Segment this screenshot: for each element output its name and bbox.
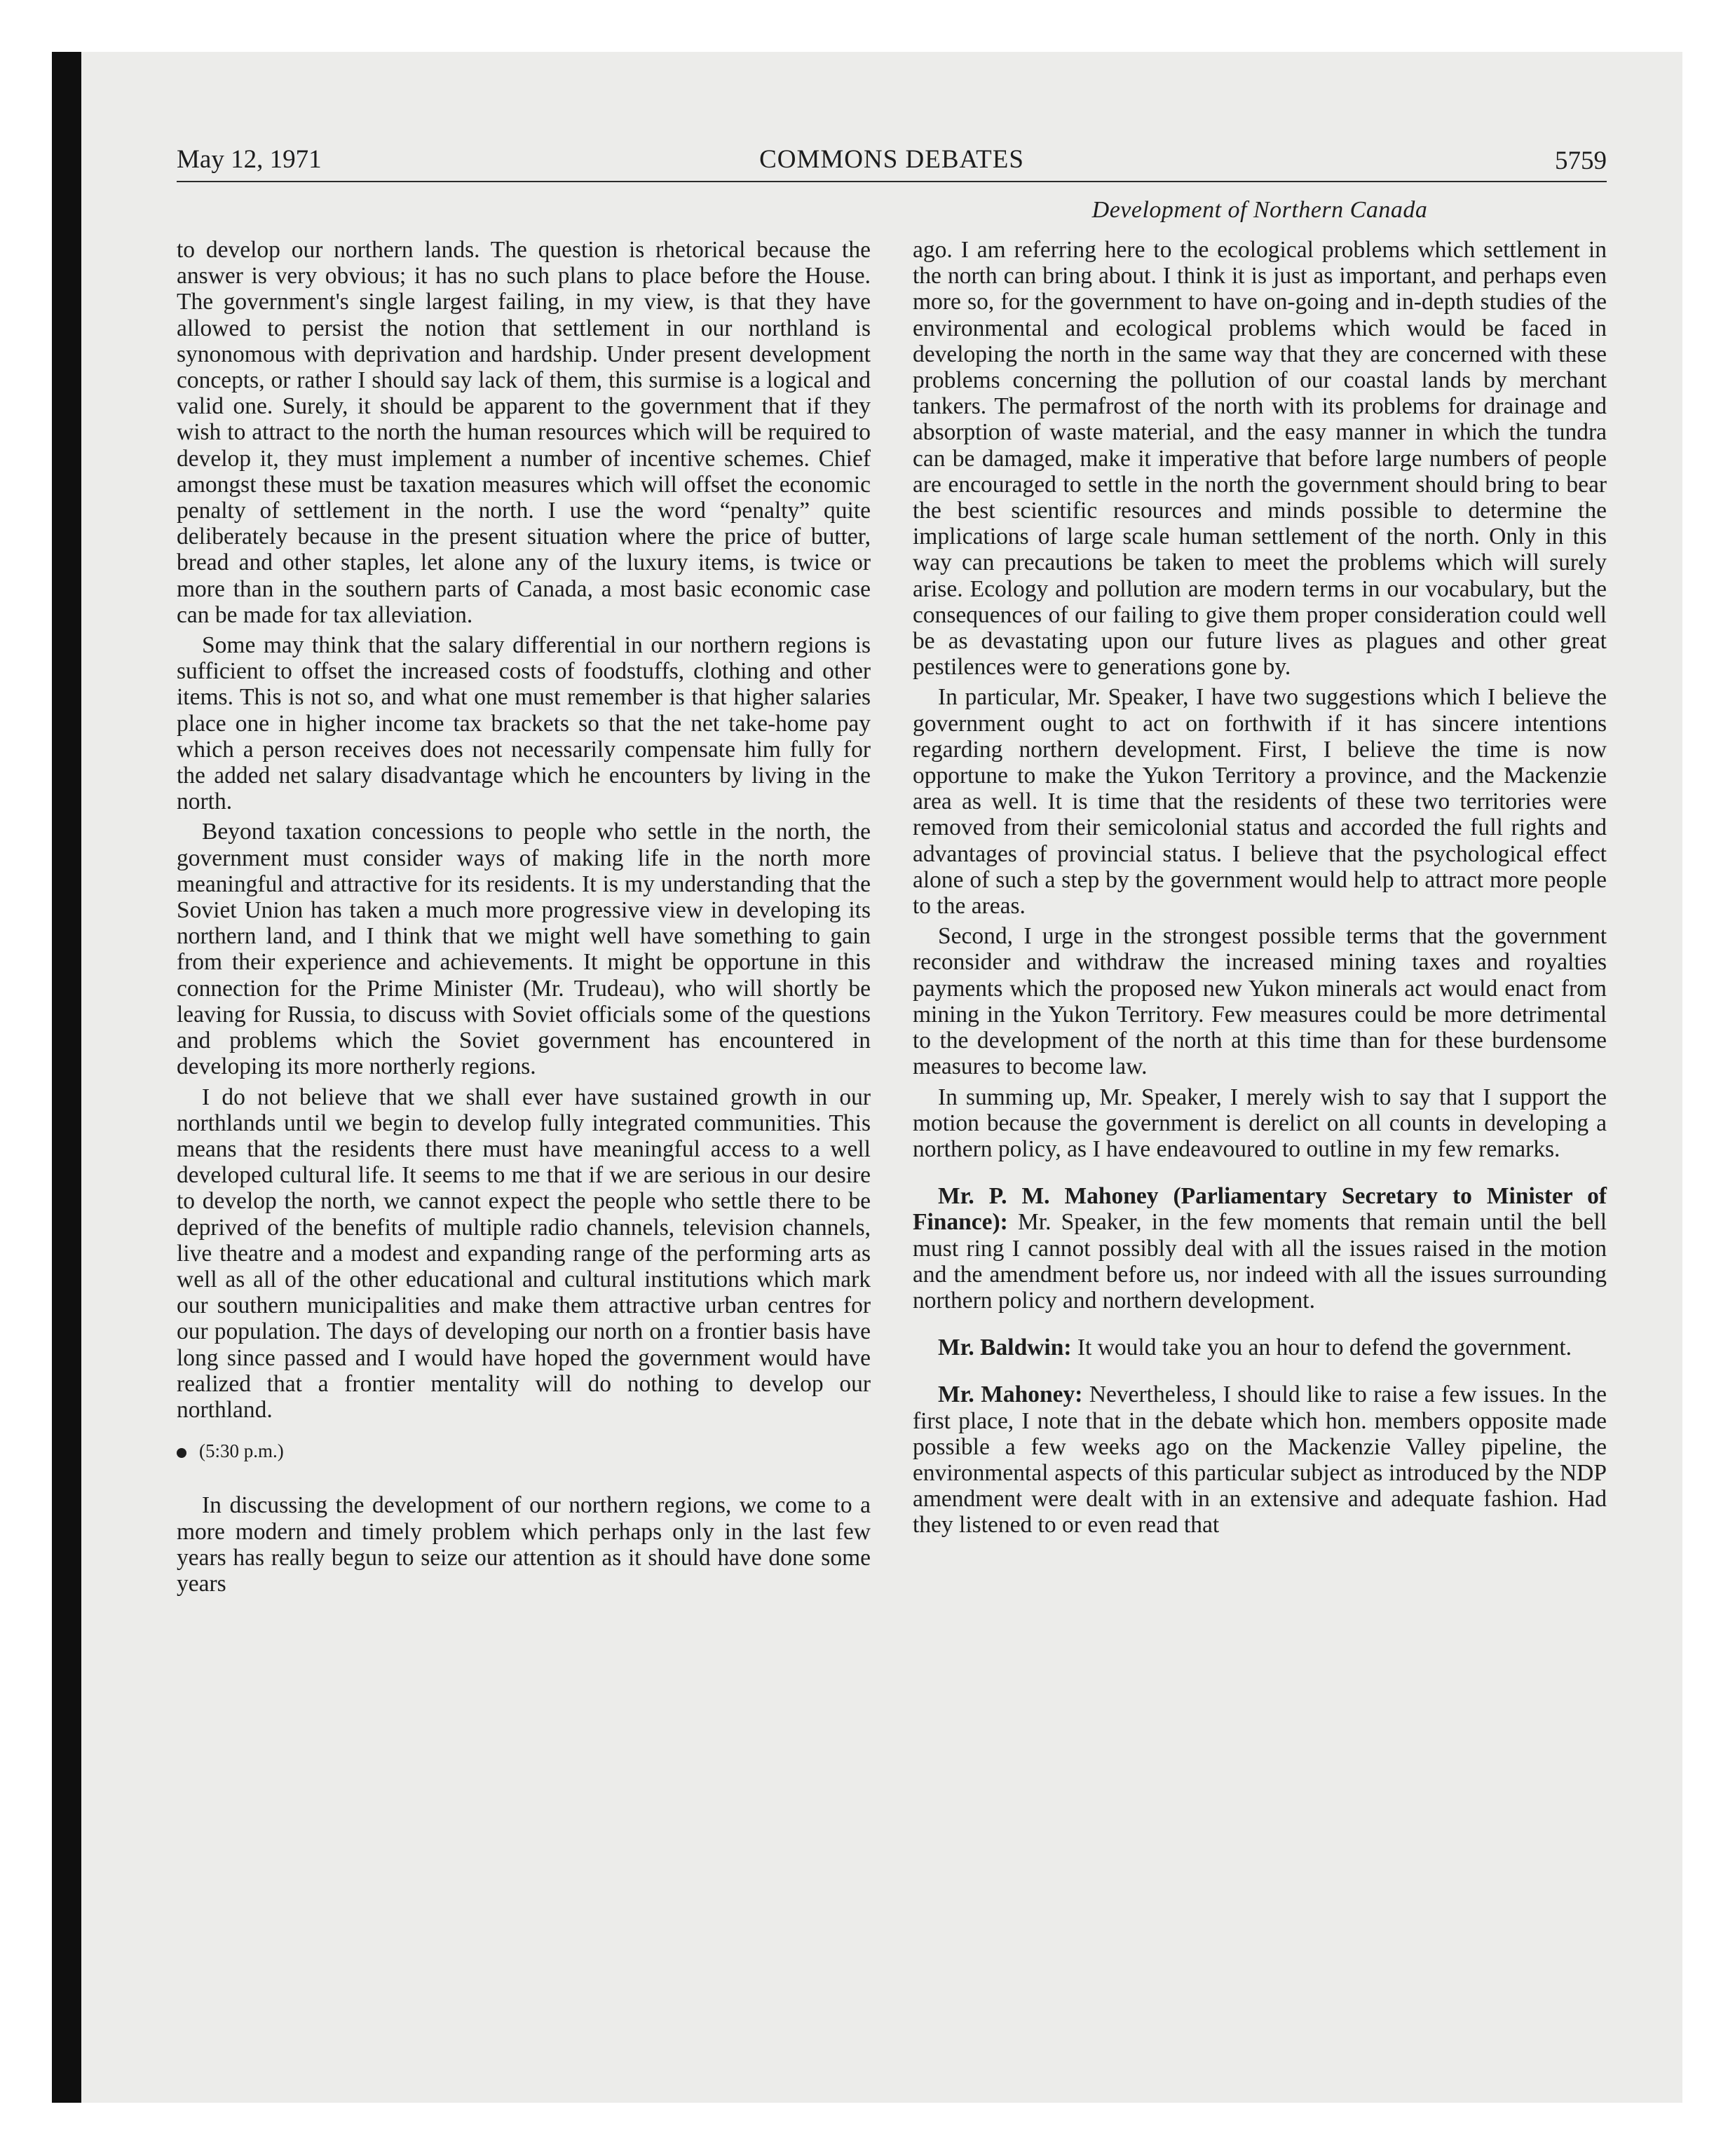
speech-mahoney: [913, 1381, 1607, 1538]
left-column: [177, 182, 871, 1597]
paragraph: In particular, Mr. Speaker, I have two suggestions which I believe the government ought to act on forthwith if it has sincere intentions regarding northern development. First, I believe the time is now opportune to make the Yukon Territory a province, and the Mackenzie area as well. It is time that the residents of these two territories were removed from their semicolonial status and accorded the full rights and advantages of provincial status. I believe that the psychological effect alone of such a step by the government would help to attract more people to the areas.: [913, 684, 1607, 920]
time-marker: [177, 1438, 871, 1464]
speaker-name: Mr. P. M. Mahoney (Parliamentary Secretary to Minister of Finance):: [913, 1183, 1607, 1236]
page-number: 5759: [1555, 146, 1607, 175]
section-title: Development of Northern Canada: [1091, 197, 1428, 223]
speech-baldwin: [913, 1335, 1607, 1360]
paragraph: ago. I am referring here to the ecological problems which settlement in the north can bring about. I think it is just as important, and perhaps even more so, for the government to have on-going and in-depth studies of the environmental and ecological problems which would be faced in developing the north in the same way that they are concerned with these problems concerning the pollution of our coastal lands by merchant tankers. The permafrost of the north with its problems for drainage and absorption of waste material, and the easy manner in which the tundra can be damaged, make it imperative that before large numbers of people are encouraged to settle in the north the government should bring to bear the best scientific resources and minds possible to determine the implications of large scale human settlement of the north. Only in this way can precautions be taken to meet the problems which will surely arise. Ecology and pollution are modern terms in our vocabulary, but the consequences of our failing to give them proper consideration could well be as devastating upon our future lives as plagues and other great pestilences were to generations gone by.: [913, 237, 1607, 681]
paragraph: Second, I urge in the strongest possible terms that the government reconsider and withdraw the increased mining taxes and royalties payments which the proposed new Yukon minerals act would enact from mining in the Yukon Territory. Few measures could be more detrimental to the development of the north at this time than for these burdensome measures to become law.: [913, 923, 1607, 1080]
paragraph: to develop our northern lands. The question is rhetorical because the answer is very obvious; it has no such plans to place before the House. The government's single largest failing, in my view, is that they have allowed to persist the notion that settlement in our northland is synonomous with deprivation and hardship. Under present development concepts, or rather I should say lack of them, this surmise is a logical and valid one. Surely, it should be apparent to the government that if they wish to attract to the north the human resources which will be required to develop it, they must implement a number of incentive schemes. Chief amongst these must be taxation measures which will offset the economic penalty of settlement in the north. I use the word “penalty” quite deliberately because in the present situation where the price of butter, bread and other staples, let alone any of the luxury items, is twice or more than in the southern parts of Canada, a most basic economic case can be made for tax alleviation.: [177, 237, 871, 628]
bullet-icon: [177, 1448, 186, 1458]
paragraph: Beyond taxation concessions to people who settle in the north, the government must consider ways of making life in the north more meaningful and attractive for its residents. It is my understanding that the Soviet Union has taken a much more progressive view in developing its northern land, and I think that we might well have something to gain from their experience and achievements. It might be opportune in this connection for the Prime Minister (Mr. Trudeau), who will shortly be leaving for Russia, to discuss with Soviet officials some of the questions and problems which the Soviet government has encountered in developing its more northerly regions.: [177, 819, 871, 1080]
speaker-name: Mr. Mahoney:: [938, 1381, 1083, 1408]
text-columns: [177, 182, 1607, 1597]
paragraph: Some may think that the salary differential in our northern regions is sufficient to offset the increased costs of foodstuffs, clothing and other items. This is not so, and what one must remember is that higher salaries place one in higher income tax brackets so that the net take-home pay which a person receives does not necessarily compensate him fully for the added net salary disadvantage which he encounters by living in the north.: [177, 632, 871, 815]
paragraph: In summing up, Mr. Speaker, I merely wish to say that I support the motion because the government is derelict on all counts in developing a northern policy, as I have endeavoured to outline in my few remarks.: [913, 1084, 1607, 1162]
speech-mahoney-intro: [913, 1183, 1607, 1314]
document-page: [177, 140, 1607, 1597]
paragraph: In discussing the development of our northern regions, we come to a more modern and timely problem which perhaps only in the last few years has really begun to seize our attention as it should have done some years: [177, 1492, 871, 1597]
speaker-name: Mr. Baldwin:: [938, 1335, 1072, 1361]
speech-text: Mr. Speaker, in the few moments that remain until the bell must ring I cannot possibly deal with all the issues raised in the motion and the amendment before us, nor indeed with all the issues surrounding northern policy and northern development.: [913, 1209, 1607, 1314]
right-column: [913, 182, 1607, 1597]
time-marker-text: (5:30 p.m.): [199, 1440, 284, 1462]
header-title: COMMONS DEBATES: [759, 145, 1024, 174]
running-header: [177, 140, 1607, 182]
speech-text: It would take you an hour to defend the government.: [1071, 1335, 1572, 1361]
speech-text: Nevertheless, I should like to raise a few issues. In the first place, I note that in the debate which hon. members opposite made possible a few weeks ago on the Mackenzie Valley pipeline, the environmental aspects of this particular subject as introduced by the NDP amendment were dealt with in an extensive and adequate fashion. Had they listened to or even read that: [913, 1381, 1607, 1538]
scan-border-edge: [52, 52, 81, 2103]
header-date: May 12, 1971: [177, 145, 322, 174]
paragraph: I do not believe that we shall ever have sustained growth in our northlands until we begin to develop fully integrated communities. This means that the residents there must have meaningful access to a well developed cultural life. It seems to me that if we are serious in our desire to develop the north, we cannot expect the people who settle there to be deprived of the benefits of multiple radio channels, television channels, live theatre and a modest and expanding range of the performing arts as well as all of the other educational and cultural institutions which mark our southern municipalities and make them attractive urban centres for our population. The days of developing our north on a frontier basis have long since passed and I would have hoped the government would have realized that a frontier mentality will do nothing to develop our northland.: [177, 1084, 871, 1423]
